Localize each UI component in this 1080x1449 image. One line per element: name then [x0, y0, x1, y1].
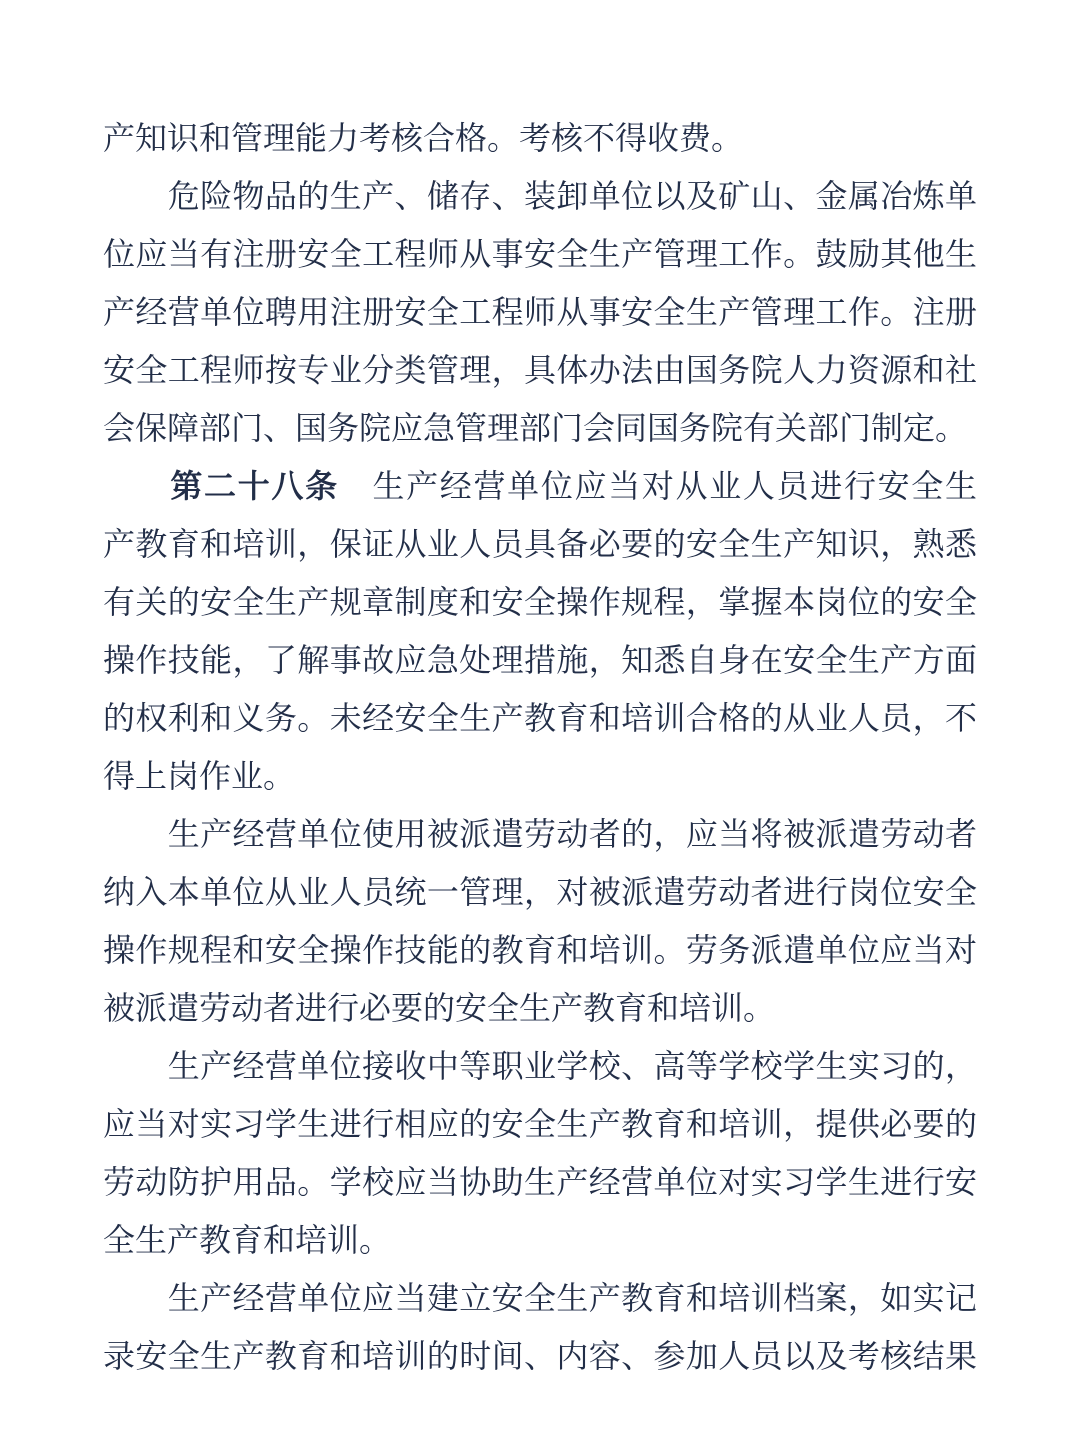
text-segment: 全生产教育和培训。: [103, 1222, 392, 1258]
text-line: [103, 805, 977, 863]
text-segment: 得上岗作业。: [103, 758, 296, 794]
text-segment: 录安全生产教育和培训的时间、内容、参加人员以及考核结果: [103, 1338, 977, 1374]
text-segment: 操作规程和安全操作技能的教育和培训。劳务派遣单位应当对: [103, 932, 977, 968]
text-line: [103, 1095, 977, 1153]
text-segment: 生产经营单位应当建立安全生产教育和培训档案，如实记: [103, 1280, 977, 1316]
text-line: [103, 631, 977, 689]
text-line: [103, 167, 977, 225]
document-body: [103, 109, 977, 1385]
text-segment: 纳入本单位从业人员统一管理，对被派遣劳动者进行岗位安全: [103, 874, 977, 910]
text-line: [103, 515, 977, 573]
text-line: [103, 1269, 977, 1327]
text-segment: 位应当有注册安全工程师从事安全生产管理工作。鼓励其他生: [103, 236, 977, 272]
text-segment: 应当对实习学生进行相应的安全生产教育和培训，提供必要的: [103, 1106, 977, 1142]
text-segment: 产教育和培训，保证从业人员具备必要的安全生产知识，熟悉: [103, 526, 977, 562]
text-line: [103, 1211, 977, 1269]
text-segment: 产知识和管理能力考核合格。考核不得收费。: [103, 120, 744, 156]
text-line: [103, 1327, 977, 1385]
text-segment: 生产经营单位应当对从业人员进行安全生: [338, 468, 977, 504]
text-line: [103, 863, 977, 921]
text-line: [103, 1153, 977, 1211]
text-segment: 产经营单位聘用注册安全工程师从事安全生产管理工作。注册: [103, 294, 977, 330]
text-segment: 生产经营单位接收中等职业学校、高等学校学生实习的，: [103, 1048, 977, 1084]
text-segment: 操作技能，了解事故应急处理措施，知悉自身在安全生产方面: [103, 642, 977, 678]
text-segment: 危险物品的生产、储存、装卸单位以及矿山、金属冶炼单: [103, 178, 977, 214]
text-line: [103, 573, 977, 631]
text-line: [103, 921, 977, 979]
text-line: [103, 225, 977, 283]
text-line: [103, 109, 977, 167]
text-line: [103, 457, 977, 515]
text-line: [103, 747, 977, 805]
text-segment: 有关的安全生产规章制度和安全操作规程，掌握本岗位的安全: [103, 584, 977, 620]
text-segment: 会保障部门、国务院应急管理部门会同国务院有关部门制定。: [103, 410, 968, 446]
text-line: [103, 1037, 977, 1095]
text-line: [103, 689, 977, 747]
text-line: [103, 399, 977, 457]
text-segment: 生产经营单位使用被派遣劳动者的，应当将被派遣劳动者: [103, 816, 977, 852]
text-line: [103, 283, 977, 341]
text-segment: 安全工程师按专业分类管理，具体办法由国务院人力资源和社: [103, 352, 977, 388]
text-segment: 劳动防护用品。学校应当协助生产经营单位对实习学生进行安: [103, 1164, 977, 1200]
text-line: [103, 341, 977, 399]
article-number: 第二十八条: [170, 468, 339, 504]
text-line: [103, 979, 977, 1037]
text-segment: 被派遣劳动者进行必要的安全生产教育和培训。: [103, 990, 776, 1026]
text-segment: [103, 468, 170, 504]
text-segment: 的权利和义务。未经安全生产教育和培训合格的从业人员，不: [103, 700, 977, 736]
